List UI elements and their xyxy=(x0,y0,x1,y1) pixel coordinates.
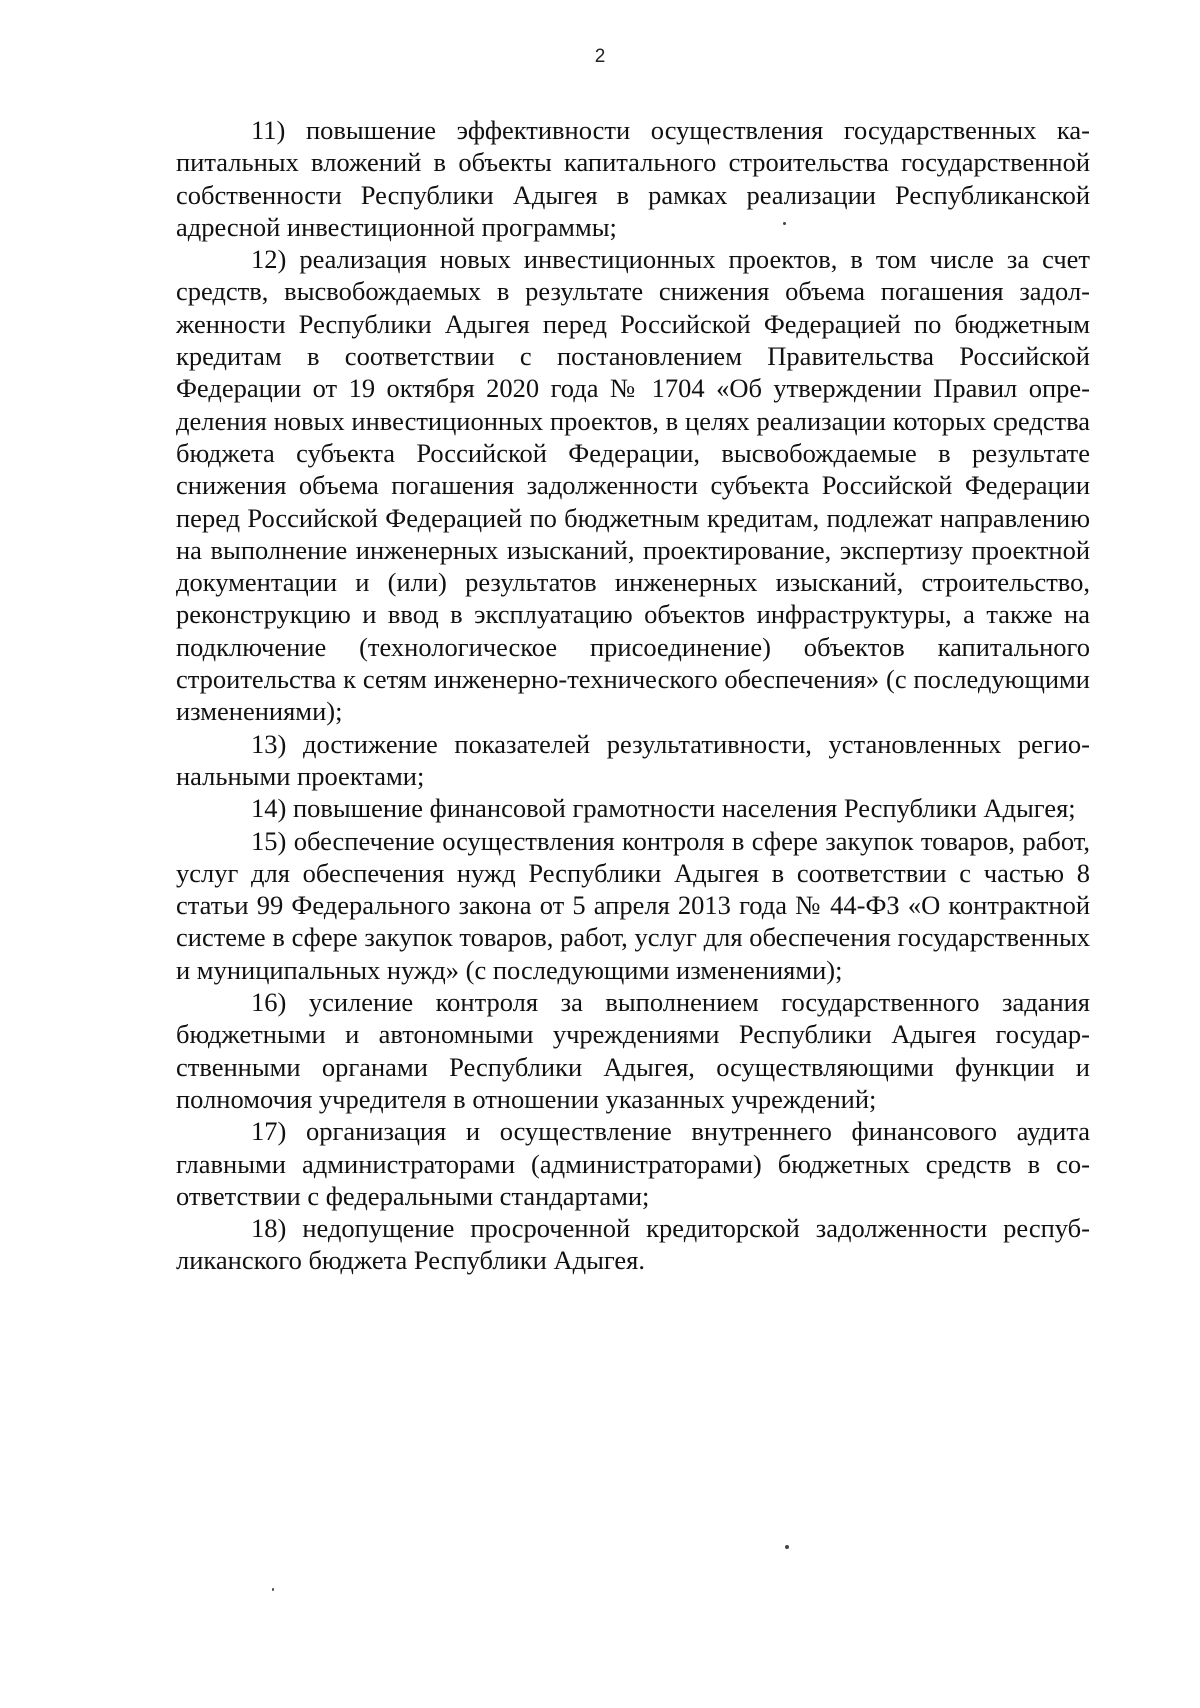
scan-speck xyxy=(785,1545,789,1549)
document-body xyxy=(176,114,1090,1277)
list-item-11: 11) повышение эффективности осуществления государственных капитальных вложений в объекты капитального строительства государственной собственности Республики Адыгея в рамках реализации Республиканской адресной инвестиционной программы; xyxy=(176,115,1090,242)
list-item-18: 18) недопущение просроченной кредиторской задолженности республиканского бюджета Республики Адыгея. xyxy=(176,1213,1090,1276)
list-item-14: 14) повышение финансовой грамотности населения Республики Адыгея; xyxy=(251,793,1076,824)
list-item-13: 13) достижение показателей результативности, установленных региональными проектами; xyxy=(176,728,1090,791)
list-item-12: 12) реализация новых инвестиционных проектов, в том числе за счет средств, высвобождаемых в результате снижения объема погашения задолженности Республики Адыгея перед Российской Федерацией по бюджетным кредитам в соответствии с постановлением Правительства Российской Федерации от 19 октября 2020 года № 1704 «Об утверждении Правил определения новых инвестиционных проектов, в целях реализации которых средства бюджета субъекта Российской Федерации, высвобождаемые в результате снижения объема погашения задолженности субъекта Российской Федерации перед Российской Федерацией по бюджетным кредитам, подлежат направлению на выполнение инженерных изысканий, проектирование, экспертизу проектной документации и (или) результатов инженерных изысканий, строительство, реконструкцию и ввод в эксплуатацию объектов инфраструктуры, а также на подключение (технологическое присоединение) объектов капитального строительства к сетям инженерно-технического обеспечения» (с последующими изменениями); xyxy=(176,244,1090,727)
scan-speck xyxy=(272,1588,274,1591)
page-number: 2 xyxy=(594,46,606,67)
scan-speck xyxy=(783,222,786,225)
list-item-17: 17) организация и осуществление внутреннего финансового аудита главными администраторами (администраторами) бюджетных средств в соответствии с федеральными стандартами; xyxy=(176,1116,1090,1211)
list-item-15: 15) обеспечение осуществления контроля в сфере закупок товаров, работ, услуг для обеспечения нужд Республики Адыгея в соответствии с частью 8 статьи 99 Федерального закона от 5 апреля 2013 года № 44-ФЗ «О контрактной системе в сфере закупок товаров, работ, услуг для обеспечения государственных и муниципальных нужд» (с последующими изменениями); xyxy=(176,825,1090,985)
list-item-16: 16) усиление контроля за выполнением государственного задания бюджетными и автономными учреждениями Республики Адыгея государственными органами Республики Адыгея, осуществляющими функции и полномочия учредителя в отношении указанных учреждений; xyxy=(176,987,1090,1114)
